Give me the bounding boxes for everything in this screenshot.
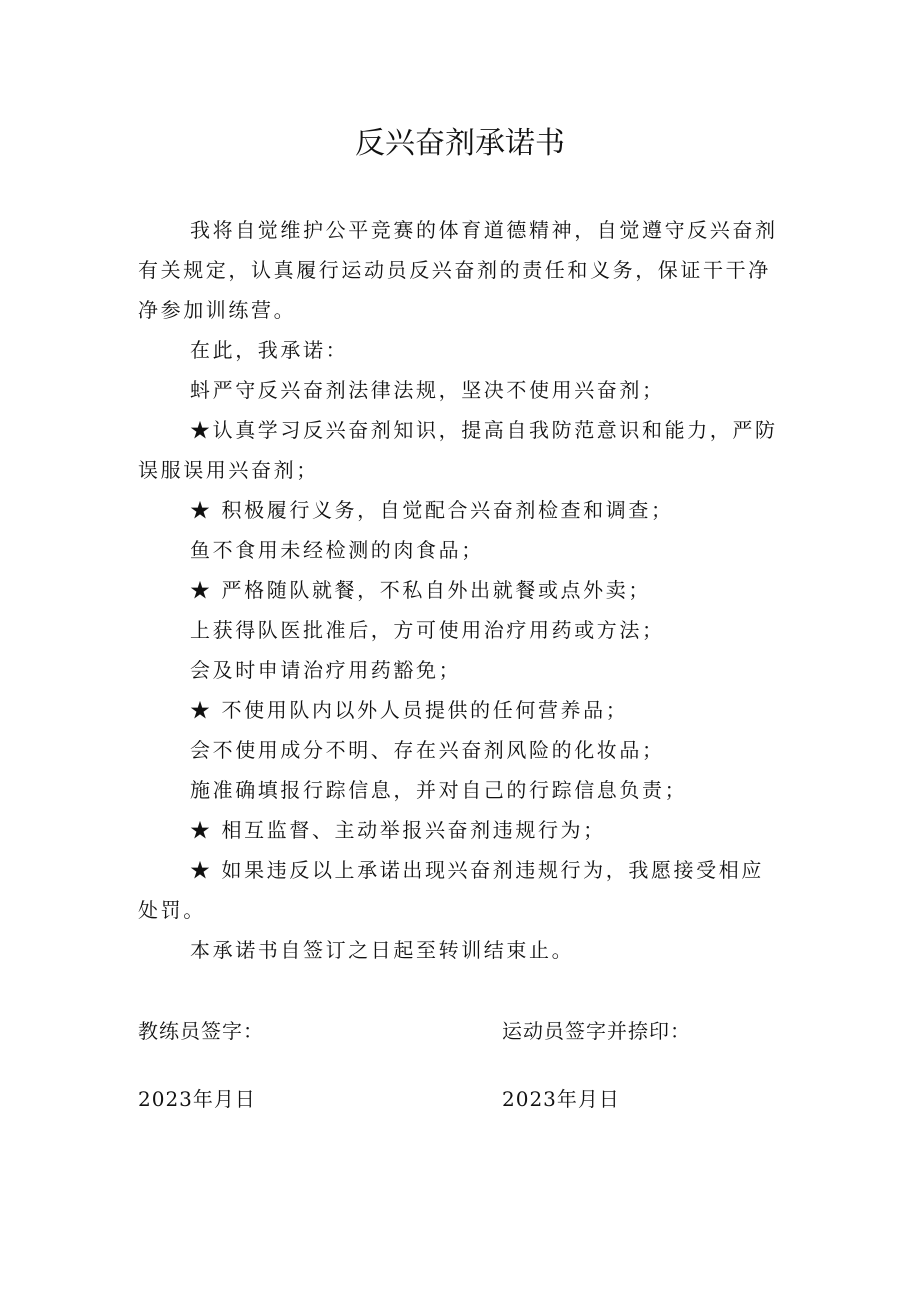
commitment-item: 施准确填报行踪信息，并对自己的行踪信息负责；	[190, 778, 688, 802]
commitment-item: 会及时申请治疗用药豁免；	[190, 658, 462, 682]
commitment-item: 鱼不食用未经检测的肉食品；	[190, 538, 484, 562]
commitment-item: ★ 积极履行义务，自觉配合兴奋剂检查和调查；	[190, 498, 674, 522]
athlete-signature-label: 运动员签字并捺印：	[502, 1019, 691, 1043]
paragraph-commitment-heading: 在此，我承诺：	[190, 338, 349, 362]
document-title: 反兴奋剂承诺书	[355, 126, 565, 161]
commitment-item: 蚪严守反兴奋剂法律法规，坚决不使用兴奋剂；	[190, 378, 665, 402]
commitment-item: ★ 如果违反以上承诺出现兴奋剂违规行为，我愿接受相应处罚。	[138, 858, 764, 922]
commitment-item: ★认真学习反兴奋剂知识，提高自我防范意识和能力，严防误服误用兴奋剂；	[138, 418, 778, 482]
coach-signature-date: 2023年月日	[138, 1087, 256, 1111]
commitment-item: ★ 相互监督、主动举报兴奋剂违规行为；	[190, 818, 606, 842]
commitment-item: 上获得队医批准后，方可使用治疗用药或方法；	[190, 618, 665, 642]
coach-signature-label: 教练员签字：	[138, 1019, 264, 1043]
commitment-item: ★ 不使用队内以外人员提供的任何营养品；	[190, 698, 629, 722]
commitment-item: 会不使用成分不明、存在兴奋剂风险的化妆品；	[190, 738, 665, 762]
paragraph-validity: 本承诺书自签订之日起至转训结束止。	[190, 938, 575, 962]
athlete-signature-date: 2023年月日	[502, 1087, 620, 1111]
paragraph-intro: 我将自觉维护公平竞赛的体育道德精神，自觉遵守反兴奋剂有关规定，认真履行运动员反兴奋剂的责任和义务，保证干干净净参加训练营。	[138, 218, 778, 322]
document-body	[138, 210, 784, 970]
commitment-item: ★ 严格随队就餐，不私自外出就餐或点外卖；	[190, 578, 651, 602]
